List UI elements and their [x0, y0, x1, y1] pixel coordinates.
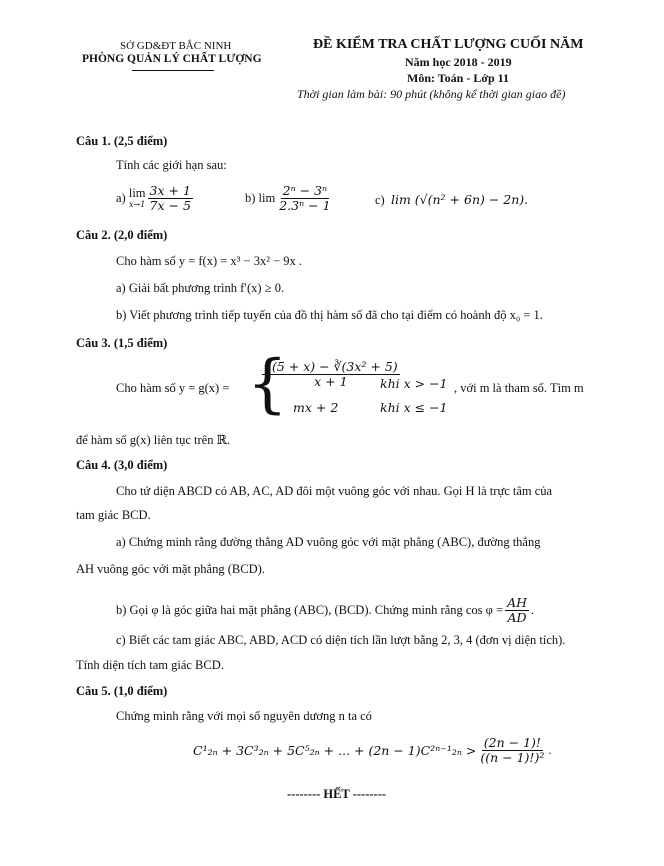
q3-tail: , với m là tham số. Tìm m: [454, 381, 584, 395]
q1-b-label: b): [245, 191, 256, 205]
q4-b-denominator: AD: [507, 610, 527, 625]
school-year: Năm học 2018 - 2019: [405, 55, 512, 69]
q3-case1-denominator: x + 1: [314, 374, 348, 389]
office-name: PHÒNG QUẢN LÝ CHẤT LƯỢNG: [82, 53, 262, 65]
q1-a-lim-sub: x→1: [129, 199, 146, 209]
q5-title: Câu 5. (1,0 điểm): [76, 684, 168, 698]
exam-title: ĐỀ KIỂM TRA CHẤT LƯỢNG CUỐI NĂM: [313, 37, 584, 52]
q1-a-numerator: 3x + 1: [149, 183, 191, 198]
q4-part-b: b) Gọi φ là góc giữa hai mặt phẳng (ABC), (BCD). Chứng minh rằng cos φ = $\frac{AH}{AD}$ .: [116, 595, 535, 625]
q1-a-denominator: 7x − 5: [149, 198, 191, 213]
q4-b-text: b) Gọi φ là góc giữa hai mặt phẳng (ABC), (BCD). Chứng minh rằng cos φ =: [116, 603, 504, 617]
q1-title: Câu 1. (2,5 điểm): [76, 134, 168, 148]
q4-intro-2: tam giác BCD.: [76, 508, 151, 522]
q2-title: Câu 2. (2,0 điểm): [76, 228, 168, 242]
q3-case1-numerator: √(5 + x) − ∛(3x² + 5): [264, 359, 398, 374]
time-note: Thời gian làm bài: 90 phút (không kể thời gian giao đề): [297, 87, 566, 101]
q4-part-c-1: c) Biết các tam giác ABC, ABD, ACD có diện tích lần lượt bằng 2, 3, 4 (đơn vị diện tích).: [116, 633, 566, 647]
q4-part-c-2: Tính diện tích tam giác BCD.: [76, 658, 224, 672]
q1-b-numerator: 2ⁿ − 3ⁿ: [282, 183, 328, 198]
q3-line2: để hàm số g(x) liên tục trên ℝ.: [76, 433, 231, 447]
q1-part-c: [375, 192, 528, 208]
q2-intro: Cho hàm số y = f(x) = x³ − 3x² − 9x .: [116, 254, 303, 268]
q5-lhs: C¹₂ₙ + 3C³₂ₙ + 5C⁵₂ₙ + ... + (2n − 1)C²ⁿ⁻¹₂ₙ >: [193, 743, 477, 758]
q1-b-denominator: 2.3ⁿ − 1: [279, 198, 331, 213]
q1-a-label: a): [116, 191, 126, 205]
end-marker: -------- HẾT --------: [287, 787, 387, 801]
q5-inequality: C¹₂ₙ + 3C³₂ₙ + 5C⁵₂ₙ + ... + (2n − 1)C²ⁿ⁻¹₂ₙ > $\frac{(2n - 1)!}{\text{((n − 1)!)²}}$ .: [193, 735, 552, 765]
q3-case1-condition: khi x > −1: [380, 376, 448, 391]
department-name: SỞ GD&ĐT BẮC NINH: [120, 40, 232, 52]
q3-lead: Cho hàm số y = g(x) =: [116, 381, 230, 395]
q1-a-lim: lim: [128, 185, 146, 200]
q1-intro: Tính các giới hạn sau:: [116, 158, 227, 172]
q1-b-lim: lim: [258, 191, 276, 205]
q1-c-label: c): [375, 193, 385, 207]
header-divider: [132, 70, 214, 71]
q3-brace: {: [247, 347, 288, 421]
q3-title: Câu 3. (1,5 điểm): [76, 336, 168, 350]
subject-line: Môn: Toán - Lớp 11: [407, 71, 510, 85]
q3-case2-condition: khi x ≤ −1: [380, 400, 448, 415]
q5-rhs-denominator: ((n − 1)!)²: [480, 750, 545, 765]
q1-part-a: [116, 184, 195, 213]
q4-part-a-1: a) Chứng minh rằng đường thẳng AD vuông góc với mặt phẳng (ABC), đường thẳng: [116, 535, 541, 549]
q5-rhs-numerator: (2n − 1)!: [483, 735, 541, 750]
q5-intro: Chứng minh rằng với mọi số nguyên dương n ta có: [116, 709, 372, 723]
q4-intro-1: Cho tứ diện ABCD có AB, AC, AD đôi một vuông góc với nhau. Gọi H là trực tâm của: [116, 484, 553, 498]
q2-part-a: a) Giải bất phương trình f′(x) ≥ 0.: [116, 281, 285, 295]
q3-case2-expression: mx + 2: [293, 400, 339, 415]
q1-c-expression: lim (√(n² + 6n) − 2n).: [390, 192, 529, 207]
q4-b-numerator: AH: [507, 595, 527, 610]
q4-title: Câu 4. (3,0 điểm): [76, 458, 168, 472]
q4-part-a-2: AH vuông góc với mặt phẳng (BCD).: [76, 562, 265, 576]
q1-part-b: [245, 184, 335, 213]
q2-part-b: b) Viết phương trình tiếp tuyến của đồ thị hàm số đã cho tại điểm có hoành độ x₀ = 1.: [116, 308, 543, 322]
